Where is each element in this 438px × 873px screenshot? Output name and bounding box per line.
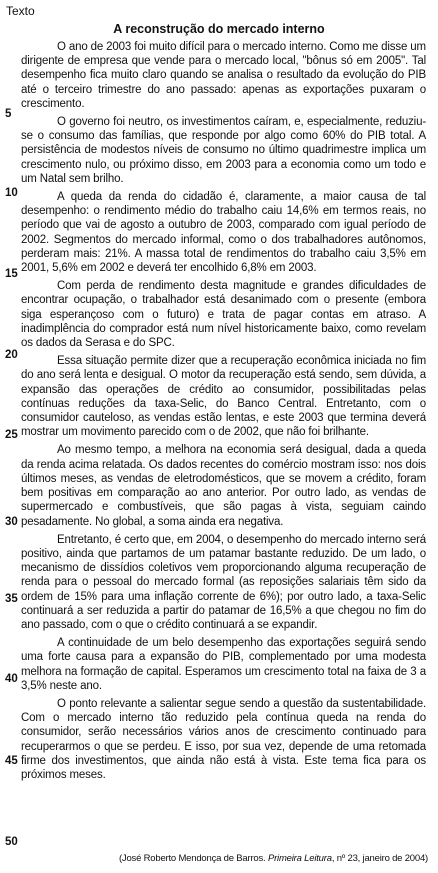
line-number: 35 bbox=[5, 593, 18, 605]
paragraph-4: Com perda de rendimento desta magnitude e grandes dificuldades de encontrar ocupação, o trabalhador está desanimado com o presente (embora siga esperançoso com o futuro) e trata de pagar contas em atraso. A inadimplência do comprador está num nível historicamente baixo, como revelam os dados da Serasa e do SPC. bbox=[21, 280, 426, 350]
section-label: Texto bbox=[6, 4, 35, 18]
paragraph-3: A queda da renda do cidadão é, claramente, a maior causa de tal desempenho: o rendimento médio do trabalho caiu 14,6% em termos reais, no período que vai de agosto a outubro de 2003, comparado com igual período de 2002. Segmentos do mercado informal, como o dos trabalhadores autônomos, perderam mais: 21%. A massa total de rendimentos do trabalho caiu 3,5% em 2001, 5,6% em 2002 e deverá ter encolhido 6,8% em 2003. bbox=[21, 191, 426, 275]
source-author: (José Roberto Mendonça de Barros. bbox=[118, 853, 266, 864]
paragraph-8: A continuidade de um belo desempenho das exportações seguirá sendo uma forte causa para a expansão do PIB, complementado por uma modesta melhora na formação de capital. Esperamos um crescimento total na faixa de 3 a 3,5% neste ano. bbox=[21, 637, 426, 692]
line-number: 40 bbox=[5, 673, 18, 685]
paragraph-2: O governo foi neutro, os investimentos caíram, e, especialmente, reduziu-se o consumo das famílias, que responde por algo como 60% do PIB total. A persistência de modestos níveis de consumo no último quadrimestre implica um crescimento nulo, ou próximo disso, em 2003 para a economia como um todo e um Natal sem brilho. bbox=[21, 116, 426, 185]
line-number: 45 bbox=[5, 755, 18, 767]
paragraph-5: Essa situação permite dizer que a recuperação econômica iniciada no fim do ano será lenta e desigual. O motor da recuperação está sendo, sem dúvida, a expansão das operações de crédito ao consumidor, possibilitadas pelas contínuas reduções da taxa-Selic, do Banco Central. Entretanto, com o consumidor cauteloso, as vendas estão lentas, e este 2003 que termina deverá mostrar um movimento parecido com o de 2002, que não foi brilhante. bbox=[21, 355, 426, 439]
paragraph-7: Entretanto, é certo que, em 2004, o desempenho do mercado interno será positivo, ainda que partamos de um patamar bastante reduzido. De um lado, o mecanismo de dissídios coletivos vem proporcionando alguma recuperação de renda para o pessoal do mercado formal (as reposições salariais têm sido da ordem de 15% para uma inflação corrente de 6%); por outro lado, a taxa-Selic continuará a ser reduzida a partir do patamar de 16,5% a que chegou no fim do ano passado, com o que o crédito continuará a se expandir. bbox=[21, 533, 426, 631]
line-number: 5 bbox=[5, 108, 12, 120]
line-number: 10 bbox=[5, 187, 18, 199]
line-number: 15 bbox=[5, 268, 18, 280]
paragraph-9: O ponto relevante a salientar segue sendo a questão da sustentabilidade. Com o mercado interno tão reduzido pela contínua queda na renda do consumidor, serão necessários vários anos de crescimento continuado para recuperarmos o que se perdeu. E isso, por sua vez, depende de uma retomada firme dos investimentos, que ainda não está à vista. Este tema fica para os próximos meses. bbox=[21, 697, 426, 781]
line-number: 20 bbox=[5, 349, 18, 361]
paragraph-6: Ao mesmo tempo, a melhora na economia será desigual, dada a queda da renda acima relatada. Os dados recentes do comércio mostram isso: nos dois últimos meses, as vendas de eletrodomésticos, que se movem a crédito, foram bem positivas em comparação ao ano anterior. Por outro lado, as vendas de supermercado e combustíveis, que são pagas à vista, seguiam caindo pesadamente. No global, a soma ainda era negativa. bbox=[21, 444, 426, 528]
paragraph-1: O ano de 2003 foi muito difícil para o mercado interno. Como me disse um dirigente de empresa que vende para o mercado local, "bônus só em 2005". Tal desempenho fica muito claro quando se analisa o resultado da evolução do PIB até o terceiro trimestre do ano passado: apenas as exportações puxaram o crescimento. bbox=[21, 41, 426, 110]
source-publication: Primeira Leitura bbox=[267, 853, 332, 864]
article-body bbox=[21, 40, 426, 786]
document-title: A reconstrução do mercado interno bbox=[113, 22, 325, 36]
line-number: 25 bbox=[5, 429, 18, 441]
line-number: 30 bbox=[5, 516, 18, 528]
line-number: 50 bbox=[5, 836, 18, 848]
source-details: , nº 23, janeiro de 2004) bbox=[331, 853, 428, 864]
source-citation bbox=[119, 853, 428, 864]
